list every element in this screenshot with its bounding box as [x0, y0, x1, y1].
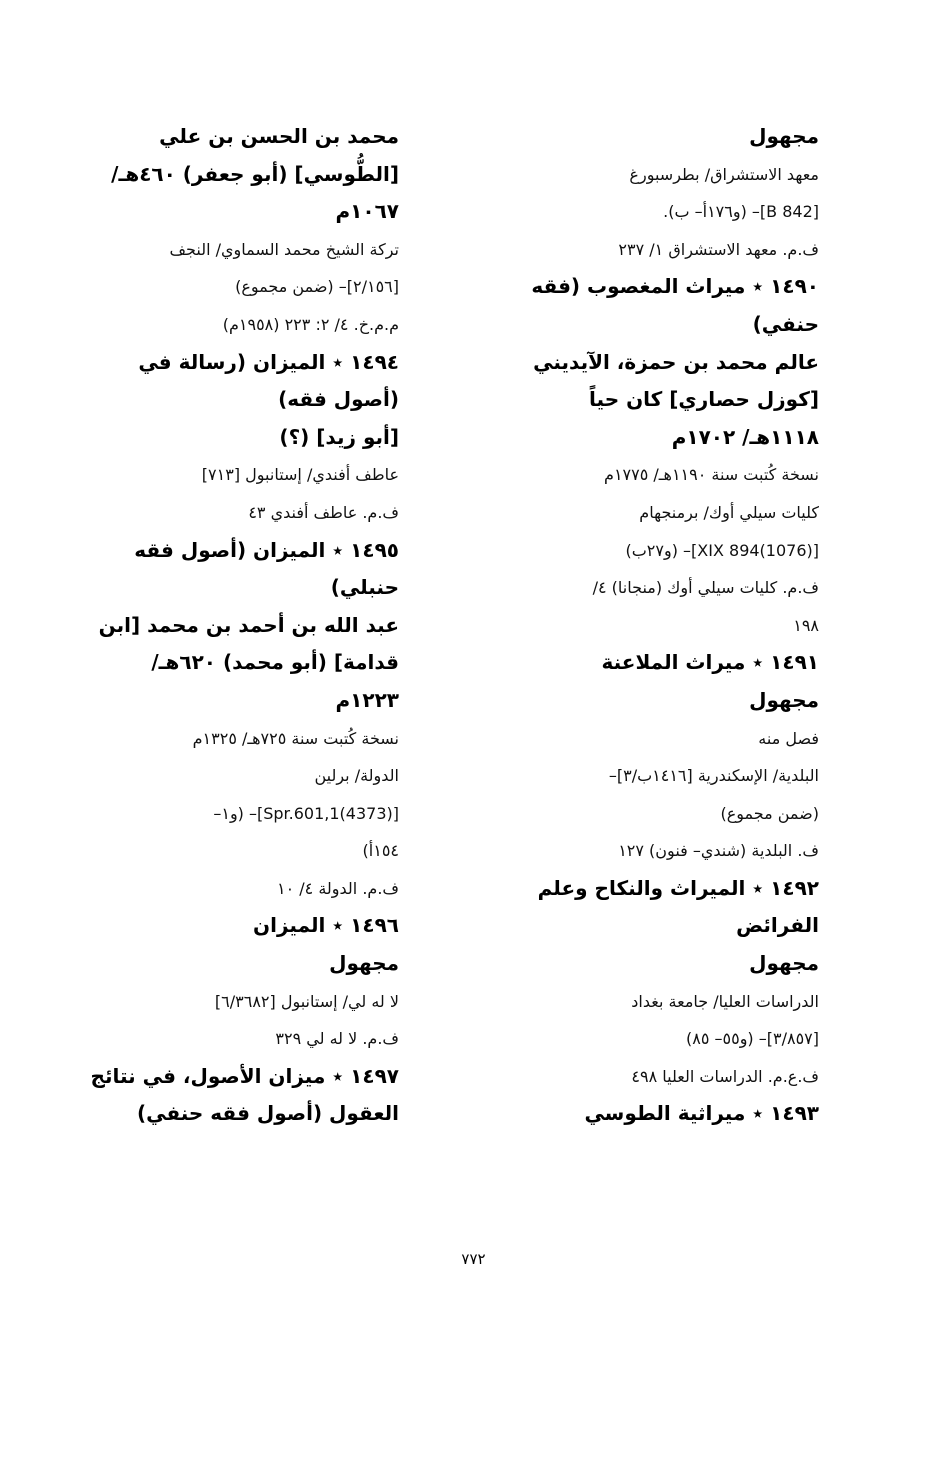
- text-line: ١٤٩١ ٭ ميراث الملاعنة: [601, 650, 819, 675]
- text-line: الدولة/ برلين: [314, 766, 399, 786]
- text-line: ١٤٩٣ ٭ ميراثية الطوسي: [584, 1101, 819, 1126]
- text-line: مجهول: [749, 124, 819, 148]
- text-line: ف.م. عاطف أفندي ٤٣: [248, 502, 399, 522]
- text-line: [أبو زيد] (؟): [279, 424, 399, 449]
- text-line: ف.م. معهد الاستشراق ١/ ٢٣٧: [618, 239, 819, 259]
- text-line: تركة الشيخ محمد السماوي/ النجف: [169, 239, 399, 259]
- text-line: مجهول: [749, 687, 819, 712]
- text-line: عالم محمد بن حمزة، الآيديني: [533, 349, 819, 374]
- text-line: (ضمن مجموع): [720, 803, 819, 823]
- text-line: حنفي): [752, 311, 819, 336]
- text-line: نسخة كُتبت سنة ٧٢٥هـ/ ١٣٢٥م: [192, 728, 399, 748]
- text-line: [B 842]– (و١٧٦أ– ب).: [663, 202, 819, 222]
- text-line: ١٥٤أ): [362, 841, 399, 861]
- text-line: الفرائض: [736, 913, 819, 938]
- text-line: ف.م. لا له لي ٣٢٩: [275, 1029, 399, 1049]
- text-line: ١٩٨: [793, 615, 819, 635]
- left-column: [90, 118, 399, 1133]
- text-line: مجهول: [329, 951, 399, 976]
- text-line: ١١١٨هـ/ ١٧٠٢م: [671, 424, 819, 449]
- text-line: ف.ع.م. الدراسات العليا ٤٩٨: [631, 1066, 819, 1086]
- text-line: نسخة كُتبت سنة ١١٩٠هـ/ ١٧٧٥م: [604, 465, 819, 485]
- text-line: ف. البلدية (شندي– فنون) ١٢٧: [618, 841, 819, 861]
- text-line: عبد الله بن أحمد بن محمد [ابن: [98, 612, 399, 637]
- text-line: البلدية/ الإسكندرية [١٤١٦ب/٣]–: [608, 766, 819, 786]
- text-line: (أصول فقه): [278, 387, 399, 412]
- text-line: قدامة] (أبو محمد) ٦٢٠هـ/: [151, 650, 399, 675]
- text-line: [كوزل حصاري] كان حياً: [589, 387, 819, 412]
- text-line: م.م.خ. ٤/ ٢: ٢٢٣ (١٩٥٨م): [222, 314, 399, 334]
- text-line: كليات سيلي أوك/ برمنجهام: [639, 502, 819, 522]
- text-line: ف.م. الدولة ٤/ ١٠: [277, 878, 399, 898]
- text-line: [XIX 894(1076)]– (و٢٧ب): [625, 540, 819, 560]
- text-line: [الطُّوسي] (أبو جعفر) ٤٦٠هـ/: [111, 161, 399, 186]
- text-line: العقول (أصول فقه حنفي): [136, 1101, 399, 1126]
- text-line: الدراسات العليا/ جامعة بغداد: [631, 991, 819, 1011]
- text-line: عاطف أفندي/ إستانبول [٧١٣]: [201, 465, 399, 485]
- text-line: ف.م. كليات سيلي أوك (منجانا) ٤/: [592, 578, 819, 598]
- text-line: ١٢٢٣م: [335, 687, 399, 712]
- right-column: [489, 118, 819, 1133]
- text-line: [Spr.601,1(4373)]– (و١–: [213, 803, 399, 823]
- text-line: ١٤٩٠ ٭ ميراث المغصوب (فقه: [531, 274, 819, 299]
- text-line: لا له لي/ إستانبول [٦/٣٦٨٢]: [214, 991, 399, 1011]
- text-line: حنبلي): [330, 575, 399, 600]
- text-line: ١٠٦٧م: [335, 199, 399, 224]
- text-line: [٣/٨٥٧]– (و٥٥– ٨٥): [685, 1029, 819, 1049]
- text-line: ١٤٩٤ ٭ الميزان (رسالة في: [138, 349, 399, 374]
- text-line: مجهول: [749, 951, 819, 976]
- text-line: محمد بن الحسن بن علي: [159, 124, 399, 148]
- text-line: فصل منه: [758, 728, 819, 748]
- text-line: [٢/١٥٦]– (ضمن مجموع): [235, 277, 399, 297]
- text-line: معهد الاستشراق/ بطرسبورغ: [629, 164, 819, 184]
- text-line: ١٤٩٢ ٭ الميراث والنكاح وعلم: [537, 875, 819, 900]
- text-line: ١٤٩٦ ٭ الميزان: [253, 913, 399, 938]
- text-line: ١٤٩٧ ٭ ميزان الأصول، في نتائج: [90, 1063, 399, 1088]
- page-number: ٧٧٢: [461, 1250, 486, 1268]
- text-line: ١٤٩٥ ٭ الميزان (أصول فقه: [134, 537, 399, 562]
